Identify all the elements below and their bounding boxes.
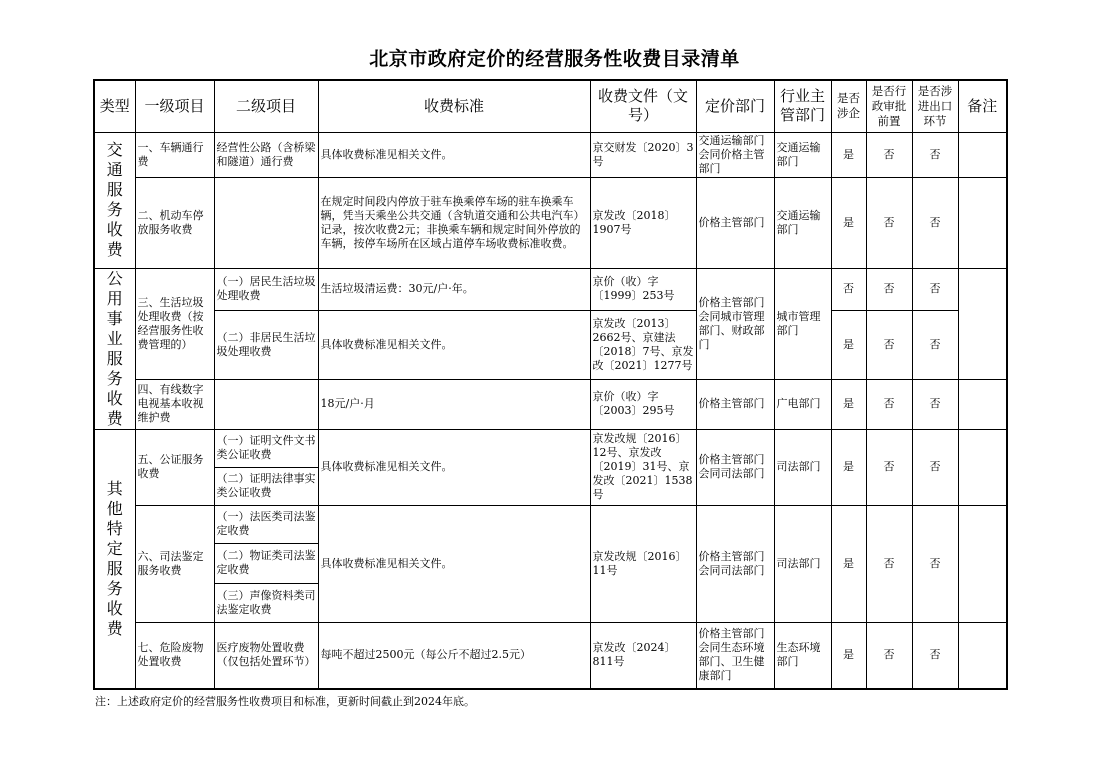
enterprise-flag: 是 — [831, 177, 866, 268]
review-flag: 否 — [866, 505, 912, 622]
industry-dept: 交通运输部门 — [774, 132, 831, 177]
enterprise-flag: 是 — [831, 132, 866, 177]
import-export-flag: 否 — [912, 132, 958, 177]
header-industry-dept: 行业主管部门 — [774, 80, 831, 132]
level1-item: 二、机动车停放服务收费 — [135, 177, 214, 268]
review-flag: 否 — [866, 380, 912, 429]
review-flag: 否 — [866, 177, 912, 268]
pricing-dept: 价格主管部门会同生态环境部门、卫生健康部门 — [696, 622, 774, 689]
pricing-dept: 价格主管部门会同司法部门 — [696, 429, 774, 505]
header-doc: 收费文件（文号） — [590, 80, 696, 132]
pricing-dept: 交通运输部门会同价格主管部门 — [696, 132, 774, 177]
import-export-flag: 否 — [912, 380, 958, 429]
remark-cell — [958, 429, 1007, 505]
fee-catalog-table — [93, 79, 1008, 690]
fee-document: 京发改〔2024〕811号 — [590, 622, 696, 689]
remark-cell — [958, 177, 1007, 268]
fee-document: 京交财发〔2020〕3号 — [590, 132, 696, 177]
level2-item: （三）声像资料类司法鉴定收费 — [214, 583, 318, 622]
review-flag: 否 — [866, 429, 912, 505]
pricing-dept: 价格主管部门会同城市管理部门、财政部门 — [696, 268, 774, 380]
category-public: 公用事业服务收费 — [94, 268, 135, 429]
level2-item: 经营性公路（含桥梁和隧道）通行费 — [214, 132, 318, 177]
enterprise-flag: 是 — [831, 505, 866, 622]
fee-standard: 18元/户·月 — [318, 380, 590, 429]
level2-item: （二）非居民生活垃圾处理收费 — [214, 311, 318, 380]
page-title: 北京市政府定价的经营服务性收费目录清单 — [369, 48, 740, 70]
industry-dept: 城市管理部门 — [774, 268, 831, 380]
category-other: 其他特定服务收费 — [94, 429, 135, 689]
import-export-flag: 否 — [912, 505, 958, 622]
level1-item: 五、公证服务收费 — [135, 429, 214, 505]
header-remark: 备注 — [958, 80, 1007, 132]
fee-document: 京发改〔2018〕1907号 — [590, 177, 696, 268]
review-flag: 否 — [866, 622, 912, 689]
level1-item: 三、生活垃圾处理收费（按经营服务性收费管理的） — [135, 268, 214, 380]
level1-item: 六、司法鉴定服务收费 — [135, 505, 214, 622]
fee-standard: 生活垃圾清运费：30元/户·年。 — [318, 268, 590, 311]
enterprise-flag: 是 — [831, 380, 866, 429]
header-type: 类型 — [94, 80, 135, 132]
import-export-flag: 否 — [912, 268, 958, 311]
level2-item: （一）证明文件文书类公证收费 — [214, 429, 318, 467]
fee-standard: 具体收费标准见相关文件。 — [318, 429, 590, 505]
header-enterprise: 是否涉企 — [831, 80, 866, 132]
remark-cell — [958, 380, 1007, 429]
fee-document: 京发改规〔2016〕11号 — [590, 505, 696, 622]
level2-item: （一）法医类司法鉴定收费 — [214, 505, 318, 543]
enterprise-flag: 是 — [831, 429, 866, 505]
fee-standard: 在规定时间段内停放于驻车换乘停车场的驻车换乘车辆，凭当天乘坐公共交通（含轨道交通和公共电汽车）记录，按次收费2元；非换乘车辆和规定时间外停放的车辆，按停车场所在区域占道停车场收费标准收费。 — [318, 177, 590, 268]
pricing-dept: 价格主管部门会同司法部门 — [696, 505, 774, 622]
remark-cell — [958, 268, 1007, 380]
review-flag: 否 — [866, 268, 912, 311]
fee-document: 京发改〔2013〕2662号、京建法〔2018〕7号、京发改〔2021〕1277号 — [590, 311, 696, 380]
fee-document: 京价（收）字〔2003〕295号 — [590, 380, 696, 429]
review-flag: 否 — [866, 132, 912, 177]
enterprise-flag: 是 — [831, 622, 866, 689]
header-pricing-dept: 定价部门 — [696, 80, 774, 132]
table-row — [94, 505, 1007, 543]
fee-document: 京发改规〔2016〕12号、京发改〔2019〕31号、京发改〔2021〕1538号 — [590, 429, 696, 505]
header-import-export: 是否涉进出口环节 — [912, 80, 958, 132]
level1-item: 七、危险废物处置收费 — [135, 622, 214, 689]
header-review: 是否行政审批前置 — [866, 80, 912, 132]
header-row — [94, 80, 1007, 132]
remark-cell — [958, 132, 1007, 177]
level2-item: （一）居民生活垃圾处理收费 — [214, 268, 318, 311]
remark-cell — [958, 505, 1007, 622]
pricing-dept: 价格主管部门 — [696, 380, 774, 429]
industry-dept: 广电部门 — [774, 380, 831, 429]
header-standard: 收费标准 — [318, 80, 590, 132]
enterprise-flag: 是 — [831, 311, 866, 380]
industry-dept: 司法部门 — [774, 505, 831, 622]
review-flag: 否 — [866, 311, 912, 380]
level2-item: （二）物证类司法鉴定收费 — [214, 543, 318, 583]
table-row — [94, 622, 1007, 689]
import-export-flag: 否 — [912, 177, 958, 268]
level2-item: （二）证明法律事实类公证收费 — [214, 467, 318, 505]
level1-item: 一、车辆通行费 — [135, 132, 214, 177]
table-row — [94, 311, 1007, 380]
table-row — [94, 132, 1007, 177]
table-row — [94, 380, 1007, 429]
import-export-flag: 否 — [912, 622, 958, 689]
remark-cell — [958, 622, 1007, 689]
level2-item — [214, 380, 318, 429]
import-export-flag: 否 — [912, 311, 958, 380]
level1-item: 四、有线数字电视基本收视维护费 — [135, 380, 214, 429]
table-row — [94, 429, 1007, 467]
level2-item — [214, 177, 318, 268]
header-level1: 一级项目 — [135, 80, 214, 132]
fee-standard: 具体收费标准见相关文件。 — [318, 505, 590, 622]
import-export-flag: 否 — [912, 429, 958, 505]
fee-standard: 每吨不超过2500元（每公斤不超过2.5元） — [318, 622, 590, 689]
fee-standard: 具体收费标准见相关文件。 — [318, 132, 590, 177]
fee-document: 京价（收）字〔1999〕253号 — [590, 268, 696, 311]
header-level2: 二级项目 — [214, 80, 318, 132]
table-row — [94, 177, 1007, 268]
level2-item: 医疗废物处置收费（仅包括处置环节） — [214, 622, 318, 689]
enterprise-flag: 否 — [831, 268, 866, 311]
fee-standard: 具体收费标准见相关文件。 — [318, 311, 590, 380]
footnote: 注：上述政府定价的经营服务性收费项目和标准，更新时间截止到2024年底。 — [95, 695, 475, 708]
category-traffic: 交通服务收费 — [94, 132, 135, 268]
table-row — [94, 268, 1007, 311]
pricing-dept: 价格主管部门 — [696, 177, 774, 268]
industry-dept: 交通运输部门 — [774, 177, 831, 268]
industry-dept: 司法部门 — [774, 429, 831, 505]
industry-dept: 生态环境部门 — [774, 622, 831, 689]
